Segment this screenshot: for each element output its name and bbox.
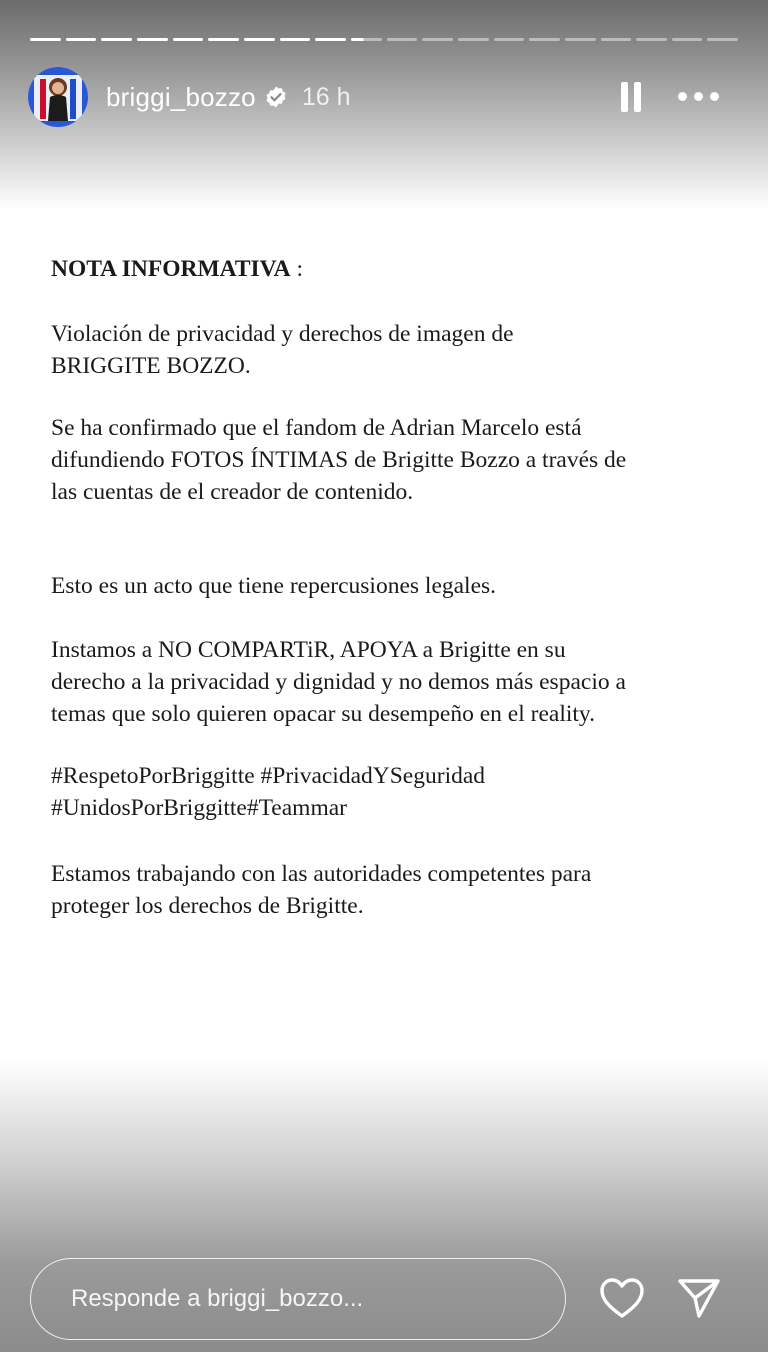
progress-segment (672, 38, 703, 41)
progress-segment (565, 38, 596, 41)
progress-segment (173, 38, 204, 41)
paragraph-authorities: Estamos trabajando con las autoridades competentes para proteger los derechos de Brigitte. (51, 861, 592, 919)
reply-field[interactable] (30, 1258, 566, 1340)
paragraph-confirmed: Se ha confirmado que el fandom de Adrian Marcelo está difundiendo FOTOS ÍNTIMAS de Brigitte Bozzo a través de las cuentas de el creador de contenido. (51, 415, 627, 505)
progress-segment (707, 38, 738, 41)
verified-badge-icon (264, 85, 288, 109)
progress-segment (636, 38, 667, 41)
paragraph-violation: Violación de privacidad y derechos de imagen de BRIGGITE BOZZO. (51, 321, 514, 379)
progress-segment (529, 38, 560, 41)
paragraph-hashtags: #RespetoPorBriggitte #PrivacidadYSeguridad #UnidosPorBriggitte#Teammar (51, 763, 486, 821)
post-time: 16 h (301, 82, 351, 111)
story-header (28, 66, 740, 128)
progress-segment (101, 38, 132, 41)
paragraph-legal: Esto es un acto que tiene repercusiones legales. (51, 573, 497, 599)
story-content (51, 253, 741, 922)
progress-segment (601, 38, 632, 41)
progress-segment (387, 38, 418, 41)
pause-icon[interactable] (620, 82, 642, 112)
progress-segment (30, 38, 61, 41)
reply-input[interactable] (69, 1284, 533, 1314)
progress-segment (422, 38, 453, 41)
avatar[interactable] (28, 67, 88, 127)
progress-segment (458, 38, 489, 41)
story-progress-bar (30, 38, 738, 42)
progress-segment (66, 38, 97, 41)
title-colon: : (290, 256, 303, 282)
progress-segment (494, 38, 525, 41)
progress-segment (315, 38, 346, 41)
heart-icon[interactable] (598, 1276, 646, 1320)
send-icon[interactable] (676, 1276, 722, 1320)
post-title (51, 253, 741, 285)
progress-segment (280, 38, 311, 41)
more-options-icon[interactable] (678, 92, 720, 102)
progress-segment (351, 38, 382, 41)
progress-segment (244, 38, 275, 41)
title-text: NOTA INFORMATIVA (51, 256, 291, 282)
paragraph-appeal: Instamos a NO COMPARTiR, APOYA a Brigitte en su derecho a la privacidad y dignidad y no demos más espacio a temas que solo quieren opacar su desempeño en el reality. (51, 637, 626, 727)
username[interactable]: briggi_bozzo (106, 81, 256, 112)
avatar-image (28, 67, 88, 127)
progress-segment (137, 38, 168, 41)
progress-segment (208, 38, 239, 41)
